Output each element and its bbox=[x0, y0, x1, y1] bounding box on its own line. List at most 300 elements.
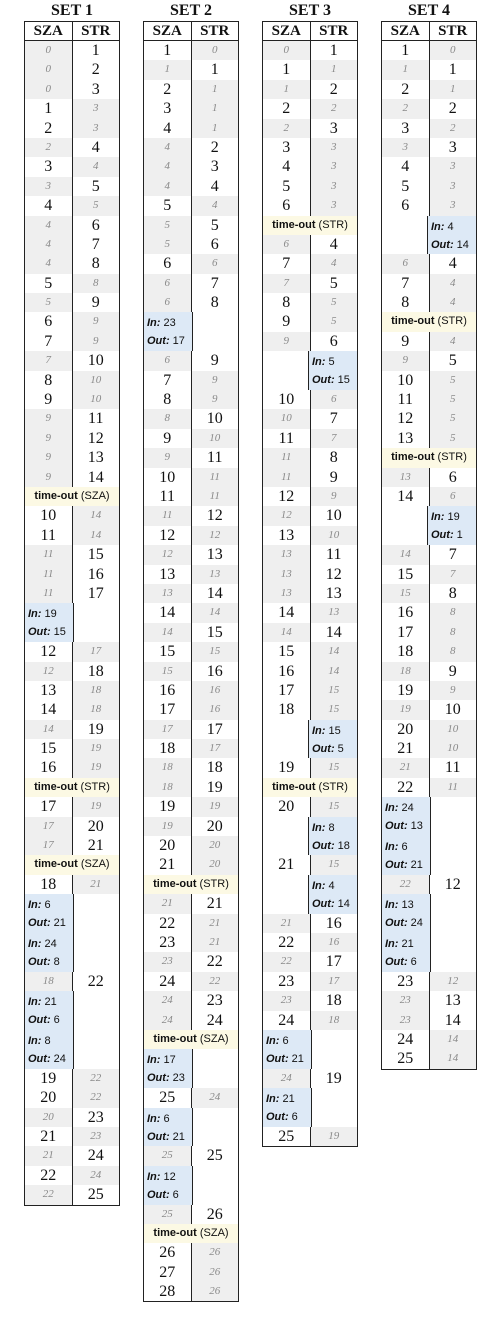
sza-score: 24 bbox=[144, 972, 192, 991]
sza-score: 6 bbox=[263, 235, 311, 254]
sza-score: 19 bbox=[382, 681, 430, 700]
str-score: 14 bbox=[73, 468, 120, 487]
str-score: 8 bbox=[73, 254, 120, 273]
str-score: 11 bbox=[311, 545, 358, 564]
sza-score: 8 bbox=[144, 409, 192, 428]
str-score: 3 bbox=[73, 99, 120, 118]
sza-score: 20 bbox=[144, 836, 192, 855]
str-score: 21 bbox=[73, 875, 120, 894]
score-row bbox=[144, 1263, 238, 1282]
substitution-row bbox=[382, 797, 476, 836]
score-row bbox=[144, 642, 238, 661]
score-row bbox=[144, 138, 238, 157]
timeout-row bbox=[382, 312, 476, 331]
substitution-row bbox=[382, 836, 476, 875]
score-row bbox=[144, 80, 238, 99]
str-score: 10 bbox=[311, 526, 358, 545]
str-score: 3 bbox=[311, 157, 358, 176]
sza-score: 11 bbox=[25, 545, 73, 564]
score-row bbox=[382, 487, 476, 506]
score-row bbox=[263, 952, 357, 971]
sza-score: 2 bbox=[382, 80, 430, 99]
score-row bbox=[144, 390, 238, 409]
sza-score: 12 bbox=[144, 545, 192, 564]
sza-score: 23 bbox=[144, 952, 192, 971]
set-column-4 bbox=[381, 0, 477, 1070]
str-score: 20 bbox=[73, 817, 120, 836]
sza-score: 1 bbox=[263, 60, 311, 79]
str-score: 5 bbox=[311, 274, 358, 293]
str-empty bbox=[74, 991, 119, 1030]
score-row bbox=[144, 293, 238, 312]
score-row bbox=[382, 138, 476, 157]
sza-score: 5 bbox=[382, 177, 430, 196]
sza-score: 9 bbox=[25, 409, 73, 428]
sza-score: 14 bbox=[144, 623, 192, 642]
sza-score: 20 bbox=[25, 1108, 73, 1127]
str-score: 18 bbox=[73, 681, 120, 700]
score-row bbox=[144, 565, 238, 584]
str-score: 6 bbox=[192, 254, 239, 273]
str-score: 5 bbox=[430, 371, 477, 390]
sza-score: 12 bbox=[144, 526, 192, 545]
sza-score: 22 bbox=[263, 952, 311, 971]
score-row bbox=[25, 1088, 119, 1107]
sza-score: 13 bbox=[263, 545, 311, 564]
str-score: 4 bbox=[73, 157, 120, 176]
str-score: 19 bbox=[73, 739, 120, 758]
sza-substitution: In: 21 Out: 6 bbox=[382, 933, 431, 972]
str-score: 20 bbox=[192, 855, 239, 874]
score-row bbox=[263, 448, 357, 467]
set-table bbox=[143, 21, 239, 1302]
timeout-label: time-out (SZA) bbox=[153, 1032, 229, 1045]
sza-score: 2 bbox=[25, 119, 73, 138]
score-row bbox=[25, 274, 119, 293]
sza-score: 0 bbox=[25, 41, 73, 60]
str-score: 22 bbox=[73, 1069, 120, 1088]
sza-score: 18 bbox=[25, 972, 73, 991]
str-score: 13 bbox=[73, 448, 120, 467]
score-row bbox=[144, 662, 238, 681]
sza-score: 13 bbox=[263, 565, 311, 584]
sza-substitution: In: 8 Out: 24 bbox=[25, 1030, 74, 1069]
header-row bbox=[144, 21, 238, 41]
score-row bbox=[25, 662, 119, 681]
score-row bbox=[25, 565, 119, 584]
substitution-row bbox=[263, 1088, 357, 1127]
str-score: 10 bbox=[73, 351, 120, 370]
score-row bbox=[144, 177, 238, 196]
sza-score: 15 bbox=[263, 642, 311, 661]
str-score: 3 bbox=[73, 80, 120, 99]
score-row bbox=[25, 875, 119, 894]
set-table bbox=[262, 21, 358, 1147]
sza-score: 8 bbox=[263, 293, 311, 312]
sza-score: 17 bbox=[25, 817, 73, 836]
score-row bbox=[144, 914, 238, 933]
str-score: 18 bbox=[73, 700, 120, 719]
score-row bbox=[382, 196, 476, 215]
score-row bbox=[25, 739, 119, 758]
sza-score: 20 bbox=[382, 720, 430, 739]
str-score: 8 bbox=[73, 274, 120, 293]
sza-score: 9 bbox=[382, 351, 430, 370]
sza-score: 22 bbox=[25, 1185, 73, 1204]
sza-score: 13 bbox=[144, 565, 192, 584]
score-row bbox=[144, 429, 238, 448]
sza-score: 11 bbox=[25, 565, 73, 584]
sza-score: 16 bbox=[263, 662, 311, 681]
timeout-label: time-out (SZA) bbox=[153, 1226, 229, 1239]
str-score: 6 bbox=[311, 332, 358, 351]
score-row bbox=[144, 758, 238, 777]
score-row bbox=[263, 681, 357, 700]
score-row bbox=[382, 875, 476, 894]
score-row bbox=[263, 758, 357, 777]
sza-score: 3 bbox=[144, 99, 192, 118]
str-score: 2 bbox=[430, 119, 477, 138]
str-score: 19 bbox=[192, 797, 239, 816]
sza-substitution: In: 6 Out: 21 bbox=[382, 836, 431, 875]
str-score: 9 bbox=[430, 662, 477, 681]
score-row bbox=[382, 468, 476, 487]
set-column-3 bbox=[262, 0, 358, 1147]
sza-score: 13 bbox=[382, 429, 430, 448]
str-score: 19 bbox=[73, 797, 120, 816]
sza-score: 18 bbox=[263, 700, 311, 719]
str-score: 19 bbox=[311, 1127, 358, 1146]
sza-score: 3 bbox=[382, 138, 430, 157]
str-empty bbox=[312, 1030, 357, 1069]
str-score: 8 bbox=[430, 623, 477, 642]
str-score: 1 bbox=[192, 60, 239, 79]
score-row bbox=[382, 545, 476, 564]
score-row bbox=[25, 216, 119, 235]
sza-score: 4 bbox=[144, 138, 192, 157]
str-score: 9 bbox=[73, 312, 120, 331]
sza-substitution: In: 19 Out: 15 bbox=[25, 603, 74, 642]
score-row bbox=[263, 700, 357, 719]
str-score: 6 bbox=[192, 235, 239, 254]
sza-score: 4 bbox=[144, 119, 192, 138]
sza-score: 13 bbox=[25, 681, 73, 700]
set-title: SET 3 bbox=[289, 2, 331, 19]
sza-score: 12 bbox=[25, 662, 73, 681]
header-str: STR bbox=[438, 23, 468, 39]
score-row bbox=[263, 409, 357, 428]
str-score: 6 bbox=[73, 216, 120, 235]
str-score: 3 bbox=[430, 138, 477, 157]
score-row bbox=[382, 351, 476, 370]
score-row bbox=[382, 254, 476, 273]
sza-score: 21 bbox=[25, 1146, 73, 1165]
str-score: 7 bbox=[192, 274, 239, 293]
str-score: 7 bbox=[430, 565, 477, 584]
timeout-row bbox=[25, 487, 119, 506]
sza-score: 2 bbox=[382, 99, 430, 118]
set-title: SET 1 bbox=[51, 2, 93, 19]
score-row bbox=[382, 603, 476, 622]
set-table bbox=[381, 21, 477, 1070]
score-row bbox=[382, 41, 476, 60]
score-row bbox=[263, 526, 357, 545]
sza-score: 7 bbox=[25, 332, 73, 351]
score-row bbox=[263, 933, 357, 952]
score-row bbox=[144, 235, 238, 254]
score-row bbox=[144, 1243, 238, 1262]
score-row bbox=[144, 526, 238, 545]
str-score: 9 bbox=[192, 390, 239, 409]
sza-score: 9 bbox=[144, 429, 192, 448]
str-score: 8 bbox=[430, 642, 477, 661]
str-score: 3 bbox=[311, 138, 358, 157]
score-row bbox=[144, 157, 238, 176]
str-score: 2 bbox=[192, 138, 239, 157]
str-score: 8 bbox=[192, 293, 239, 312]
str-score: 3 bbox=[430, 177, 477, 196]
str-score: 1 bbox=[73, 41, 120, 60]
sza-empty bbox=[263, 351, 309, 390]
score-row bbox=[382, 565, 476, 584]
substitution-row bbox=[263, 817, 357, 856]
str-score: 3 bbox=[73, 119, 120, 138]
sza-score: 1 bbox=[263, 80, 311, 99]
score-row bbox=[263, 235, 357, 254]
score-row bbox=[25, 429, 119, 448]
sza-score: 18 bbox=[382, 642, 430, 661]
str-score: 1 bbox=[311, 60, 358, 79]
sza-score: 14 bbox=[25, 700, 73, 719]
score-row bbox=[25, 390, 119, 409]
score-row bbox=[382, 1011, 476, 1030]
str-score: 17 bbox=[311, 952, 358, 971]
score-row bbox=[144, 448, 238, 467]
score-row bbox=[25, 797, 119, 816]
score-row bbox=[263, 274, 357, 293]
sza-score: 25 bbox=[144, 1146, 192, 1165]
str-score: 2 bbox=[311, 80, 358, 99]
str-score: 17 bbox=[192, 739, 239, 758]
str-score: 2 bbox=[311, 99, 358, 118]
sza-score: 1 bbox=[382, 41, 430, 60]
sza-empty bbox=[263, 720, 309, 759]
timeout-label: time-out (STR) bbox=[391, 451, 467, 464]
score-row bbox=[144, 274, 238, 293]
sza-score: 25 bbox=[382, 1049, 430, 1068]
str-score: 26 bbox=[192, 1263, 239, 1282]
sza-score: 11 bbox=[263, 448, 311, 467]
substitution-row bbox=[263, 351, 357, 390]
score-row bbox=[144, 1282, 238, 1301]
sza-substitution: In: 13 Out: 24 bbox=[382, 894, 431, 933]
sza-score: 19 bbox=[25, 1069, 73, 1088]
score-row bbox=[25, 506, 119, 525]
sza-score: 6 bbox=[382, 196, 430, 215]
score-row bbox=[25, 119, 119, 138]
str-score: 5 bbox=[430, 429, 477, 448]
sza-score: 2 bbox=[263, 119, 311, 138]
sza-score: 7 bbox=[144, 371, 192, 390]
substitution-row bbox=[144, 312, 238, 351]
str-score: 13 bbox=[192, 565, 239, 584]
str-score: 24 bbox=[73, 1166, 120, 1185]
sza-score: 17 bbox=[25, 797, 73, 816]
sza-substitution: In: 17 Out: 23 bbox=[144, 1049, 193, 1088]
score-row bbox=[263, 545, 357, 564]
str-score: 4 bbox=[192, 177, 239, 196]
str-score: 18 bbox=[73, 662, 120, 681]
set-table bbox=[24, 21, 120, 1206]
score-row bbox=[382, 332, 476, 351]
sza-score: 8 bbox=[25, 371, 73, 390]
score-row bbox=[144, 623, 238, 642]
score-row bbox=[144, 603, 238, 622]
sza-score: 1 bbox=[144, 41, 192, 60]
sza-score: 6 bbox=[144, 274, 192, 293]
sza-score: 11 bbox=[382, 390, 430, 409]
score-row bbox=[25, 448, 119, 467]
score-row bbox=[263, 1011, 357, 1030]
sza-score: 6 bbox=[144, 351, 192, 370]
sza-score: 11 bbox=[25, 526, 73, 545]
set-column-2 bbox=[143, 0, 239, 1302]
header-sza: SZA bbox=[25, 22, 73, 40]
str-score: 2 bbox=[73, 60, 120, 79]
str-score: 6 bbox=[430, 468, 477, 487]
score-row bbox=[382, 60, 476, 79]
str-score: 15 bbox=[311, 797, 358, 816]
score-row bbox=[144, 739, 238, 758]
sza-score: 9 bbox=[382, 332, 430, 351]
str-score: 9 bbox=[311, 487, 358, 506]
score-row bbox=[25, 700, 119, 719]
sza-score: 11 bbox=[25, 584, 73, 603]
sza-score: 19 bbox=[382, 700, 430, 719]
sza-score: 6 bbox=[25, 312, 73, 331]
str-score: 12 bbox=[430, 875, 477, 894]
score-row bbox=[25, 351, 119, 370]
str-score: 14 bbox=[430, 1030, 477, 1049]
score-row bbox=[382, 1049, 476, 1068]
sza-score: 23 bbox=[263, 972, 311, 991]
header-str: STR bbox=[319, 23, 349, 39]
score-row bbox=[382, 1030, 476, 1049]
score-row bbox=[25, 1185, 119, 1204]
header-str: STR bbox=[200, 23, 230, 39]
str-score: 7 bbox=[430, 545, 477, 564]
sza-score: 4 bbox=[144, 177, 192, 196]
header-sza: SZA bbox=[263, 22, 311, 40]
str-score: 15 bbox=[311, 855, 358, 874]
str-score: 9 bbox=[311, 468, 358, 487]
sza-score: 10 bbox=[144, 468, 192, 487]
sza-score: 23 bbox=[382, 972, 430, 991]
score-row bbox=[263, 429, 357, 448]
score-row bbox=[25, 1146, 119, 1165]
score-row bbox=[25, 584, 119, 603]
sza-score: 8 bbox=[144, 390, 192, 409]
str-score: 24 bbox=[192, 1011, 239, 1030]
str-score: 20 bbox=[192, 817, 239, 836]
sza-score: 27 bbox=[144, 1263, 192, 1282]
sza-score: 3 bbox=[25, 157, 73, 176]
sza-score: 4 bbox=[263, 157, 311, 176]
str-score: 0 bbox=[192, 41, 239, 60]
str-score: 22 bbox=[73, 1088, 120, 1107]
score-row bbox=[144, 506, 238, 525]
str-score: 8 bbox=[430, 584, 477, 603]
sza-score: 9 bbox=[263, 312, 311, 331]
score-row bbox=[382, 119, 476, 138]
score-row bbox=[144, 545, 238, 564]
str-score: 5 bbox=[73, 177, 120, 196]
sza-score: 17 bbox=[25, 836, 73, 855]
sza-score: 23 bbox=[144, 933, 192, 952]
score-row bbox=[25, 293, 119, 312]
sza-substitution: In: 21 Out: 6 bbox=[263, 1088, 312, 1127]
score-row bbox=[144, 720, 238, 739]
score-row bbox=[25, 157, 119, 176]
str-score: 22 bbox=[192, 972, 239, 991]
substitution-row bbox=[382, 506, 476, 545]
str-score: 12 bbox=[73, 429, 120, 448]
timeout-label: time-out (SZA) bbox=[34, 858, 110, 871]
score-row bbox=[25, 642, 119, 661]
str-score: 7 bbox=[73, 235, 120, 254]
score-row bbox=[263, 99, 357, 118]
set-title: SET 4 bbox=[408, 2, 450, 19]
sza-substitution: In: 21 Out: 6 bbox=[25, 991, 74, 1030]
score-row bbox=[263, 991, 357, 1010]
str-substitution: In: 4 Out: 14 bbox=[428, 216, 476, 255]
str-score: 4 bbox=[192, 196, 239, 215]
str-score: 5 bbox=[311, 312, 358, 331]
score-row bbox=[263, 642, 357, 661]
score-row bbox=[144, 487, 238, 506]
score-row bbox=[263, 60, 357, 79]
str-score: 6 bbox=[311, 390, 358, 409]
sza-score: 20 bbox=[263, 797, 311, 816]
str-score: 11 bbox=[430, 758, 477, 777]
substitution-row bbox=[263, 720, 357, 759]
str-score: 13 bbox=[311, 603, 358, 622]
sza-score: 4 bbox=[25, 216, 73, 235]
sza-score: 18 bbox=[144, 758, 192, 777]
str-substitution: In: 4 Out: 14 bbox=[309, 875, 357, 914]
score-row bbox=[25, 235, 119, 254]
str-score: 21 bbox=[192, 914, 239, 933]
header-str: STR bbox=[81, 23, 111, 39]
str-score: 1 bbox=[192, 99, 239, 118]
str-score: 11 bbox=[73, 409, 120, 428]
sza-score: 14 bbox=[263, 623, 311, 642]
str-score: 13 bbox=[430, 991, 477, 1010]
score-row bbox=[263, 177, 357, 196]
score-row bbox=[144, 700, 238, 719]
set-column-1 bbox=[24, 0, 120, 1206]
score-row bbox=[263, 972, 357, 991]
header-row bbox=[382, 21, 476, 41]
score-row bbox=[263, 468, 357, 487]
score-row bbox=[263, 1069, 357, 1088]
str-score: 18 bbox=[192, 758, 239, 777]
score-row bbox=[382, 700, 476, 719]
score-row bbox=[25, 99, 119, 118]
str-score: 0 bbox=[430, 41, 477, 60]
str-score: 24 bbox=[73, 1146, 120, 1165]
str-score: 23 bbox=[192, 991, 239, 1010]
